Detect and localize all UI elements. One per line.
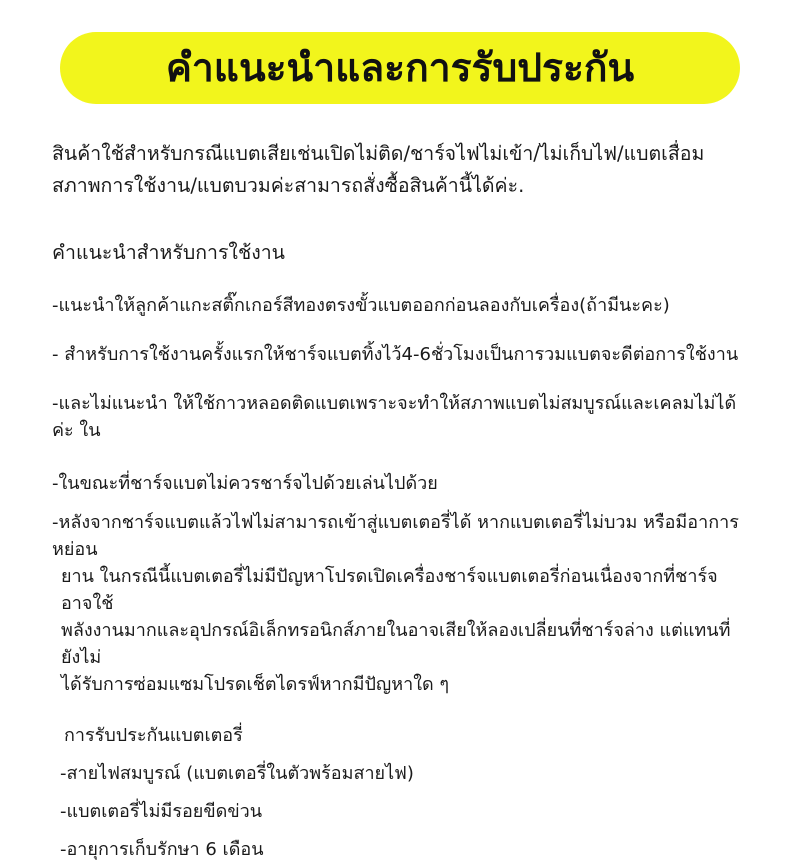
- usage-bullet-3: -และไม่แนะนำ ให้ใช้กาวหลอดติดแบตเพราะจะทำให้สภาพแบตไม่สมบูรณ์และเคลมไม่ได้ค่ะ ใน: [52, 393, 737, 442]
- page-title: คำแนะนำและการรับประกัน: [165, 45, 635, 91]
- usage-bullet-1: -แนะนำให้ลูกค้าแกะสติ๊กเกอร์สีทองตรงขั้วแบตออกก่อนลองกับเครื่อง(ถ้ามีนะคะ): [52, 295, 670, 317]
- usage-bullet-5: [52, 509, 748, 698]
- warranty-item-3: -อายุการเก็บรักษา 6 เดือน: [60, 839, 264, 861]
- usage-bullet-5-line-2: ยาน ในกรณีนี้แบตเตอรี่ไม่มีปัญหาโปรดเปิดเครื่องชาร์จแบตเตอรี่ก่อนเนื่องจากที่ชาร์จอาจใช้: [61, 566, 718, 615]
- usage-section-heading: คำแนะนำสำหรับการใช้งาน: [52, 241, 285, 265]
- usage-bullet-4: -ในขณะที่ชาร์จแบตไม่ควรชาร์จไปด้วยเล่นไปด้วย: [52, 473, 438, 495]
- usage-bullet-2: - สำหรับการใช้งานครั้งแรกให้ชาร์จแบตทิ้งไว้4-6ชั่วโมงเป็นการวมแบตจะดีต่อการใช้งาน: [52, 344, 739, 366]
- header-banner: [60, 32, 740, 104]
- usage-bullet-5-line-4: ได้รับการซ่อมแซมโปรดเช็ตไดรฟ์หากมีปัญหาใด ๆ: [61, 674, 450, 696]
- warranty-item-2: -แบตเตอรี่ไม่มีรอยขีดข่วน: [60, 801, 263, 823]
- usage-bullet-5-line-3: พลังงานมากและอุปกรณ์อิเล็กทรอนิกส์ภายในอาจเสียให้ลองเปลี่ยนที่ชาร์จล่าง แต่แทนที่ยังไม่: [61, 620, 731, 669]
- usage-bullet-5-line-1: -หลังจากชาร์จแบตแล้วไฟไม่สามารถเข้าสู่แบตเตอรี่ได้ หากแบตเตอรี่ไม่บวม หรือมีอาการหย่อน: [52, 512, 739, 561]
- warranty-section-heading: การรับประกันแบตเตอรี่: [64, 725, 243, 747]
- document-page: [0, 32, 800, 861]
- warranty-item-1: -สายไฟสมบูรณ์ (แบตเตอรี่ในตัวพร้อมสายไฟ): [60, 763, 414, 785]
- intro-paragraph: สินค้าใช้สำหรับกรณีแบตเสียเช่นเปิดไม่ติด/ชาร์จไฟไม่เข้า/ไม่เก็บไฟ/แบตเสื่อมสภาพการใช้งาน/แบตบวมค่ะสามารถสั่งซื้อสินค้านี้ได้ค่ะ.: [52, 142, 705, 197]
